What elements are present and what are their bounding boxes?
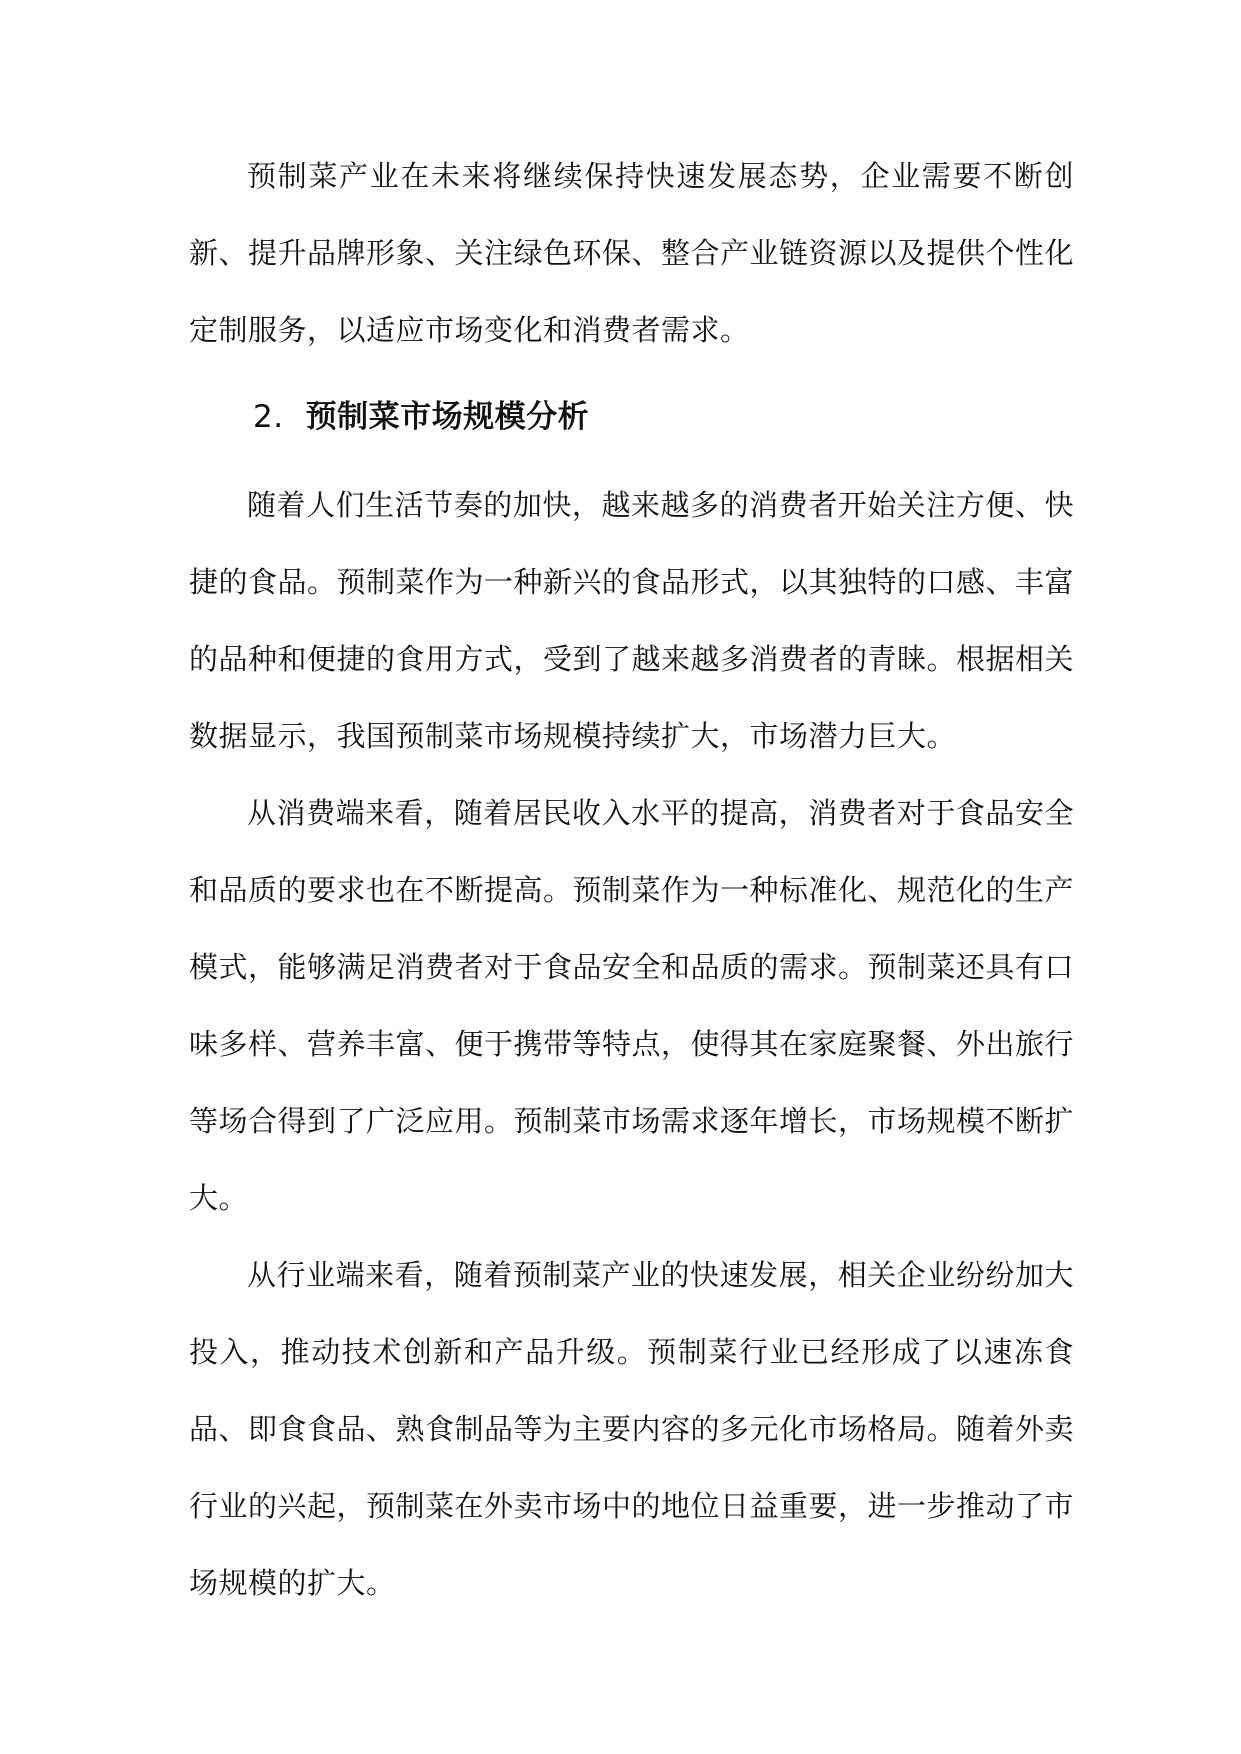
paragraph: 随着人们生活节奏的加快，越来越多的消费者开始关注方便、快捷的食品。预制菜作为一种新兴的食品形式，以其独特的口感、丰富的品种和便捷的食用方式，受到了越来越多消费者的青睐。根据相关数据显示，我国预制菜市场规模持续扩大，市场潜力巨大。 [189,488,1075,753]
paragraph: 从消费端来看，随着居民收入水平的提高，消费者对于食品安全和品质的要求也在不断提高。预制菜作为一种标准化、规范化的生产模式，能够满足消费者对于食品安全和品质的需求。预制菜还具有口味多样、营养丰富、便于携带等特点，使得其在家庭聚餐、外出旅行等场合得到了广泛应用。预制菜市场需求逐年增长，市场规模不断扩大。 [189,796,1075,1215]
document-body [189,138,1074,1622]
paragraph-intro: 预制菜产业在未来将继续保持快速发展态势，企业需要不断创新、提升品牌形象、关注绿色环保、整合产业链资源以及提供个性化定制服务，以适应市场变化和消费者需求。 [189,159,1075,347]
section-number: 2. [253,399,284,435]
section-title: 预制菜市场规模分析 [305,399,590,435]
paragraph: 从行业端来看，随着预制菜产业的快速发展，相关企业纷纷加大投入，推动技术创新和产品升级。预制菜行业已经形成了以速冻食品、即食食品、熟食制品等为主要内容的多元化市场格局。随着外卖行业的兴起，预制菜在外卖市场中的地位日益重要，进一步推动了市场规模的扩大。 [189,1258,1075,1600]
section-heading [189,397,1074,437]
